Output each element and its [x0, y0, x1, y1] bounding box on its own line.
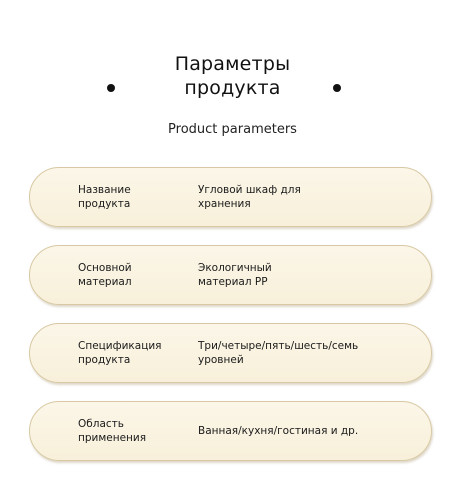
page-subtitle: Product parameters — [168, 122, 297, 137]
parameter-label: Основной материал — [78, 262, 132, 288]
bullet-dot-right — [333, 84, 341, 92]
parameter-value: Угловой шкаф для хранения — [198, 184, 301, 210]
parameter-value: Ванная/кухня/гостиная и др. — [198, 425, 359, 437]
parameter-label: Спецификация продукта — [78, 340, 162, 366]
parameter-label: Область применения — [78, 418, 147, 444]
parameter-row-specification — [29, 323, 432, 383]
page-title: Параметры продукта — [174, 53, 291, 99]
bullet-dot-left — [107, 84, 115, 92]
parameter-row-main-material — [29, 245, 432, 305]
parameter-row-application-area — [29, 401, 432, 461]
parameter-label: Название продукта — [78, 184, 131, 210]
parameter-list — [29, 167, 432, 479]
parameter-value: Три/четыре/пять/шесть/семь уровней — [198, 340, 359, 366]
header — [0, 52, 465, 100]
parameter-row-product-name — [29, 167, 432, 227]
parameter-value: Экологичный материал PP — [198, 262, 272, 288]
